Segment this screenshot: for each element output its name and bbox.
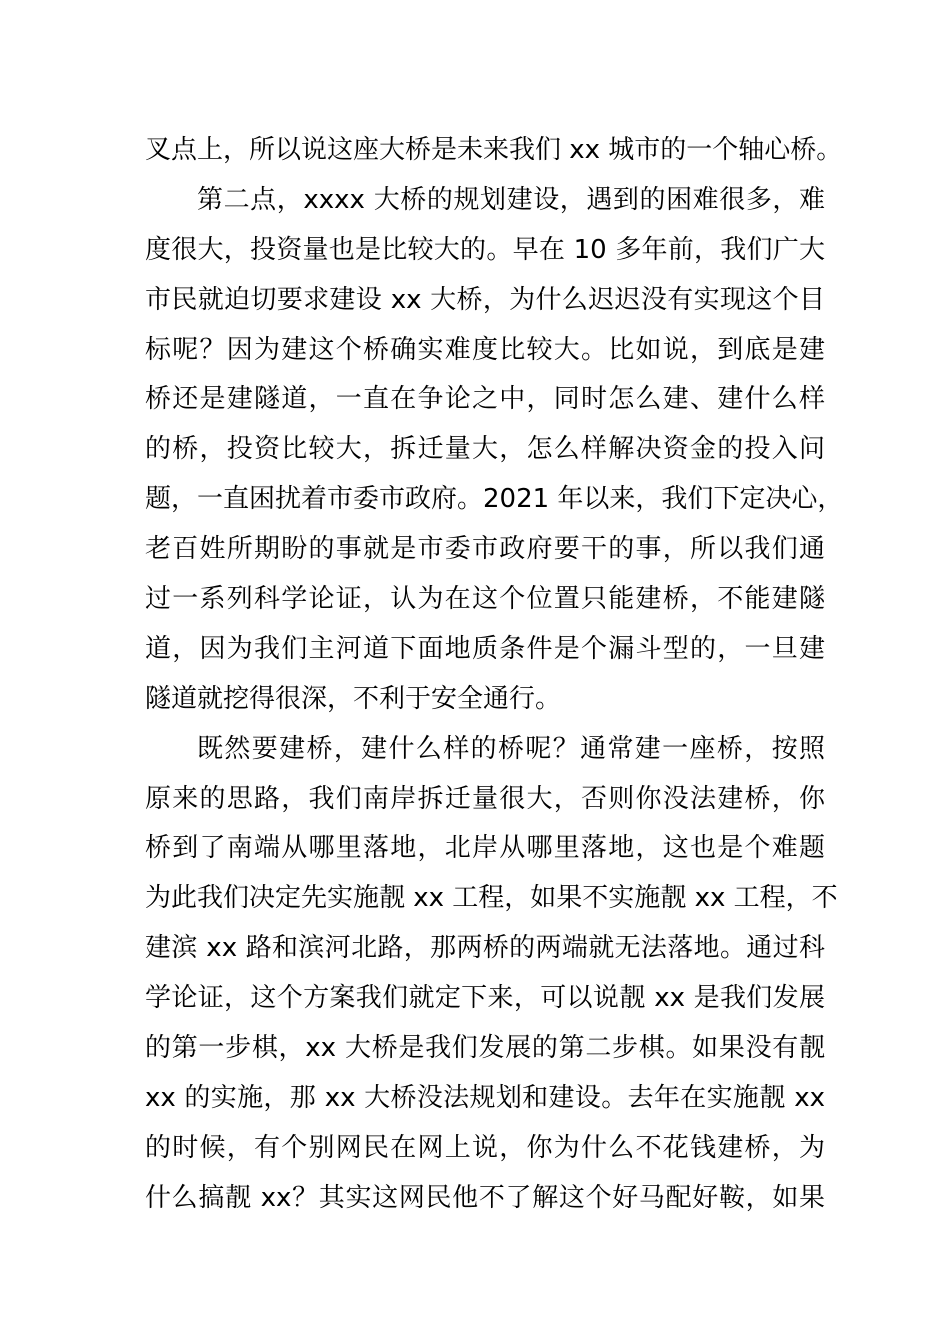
text-line: 度很大，投资量也是比较大的。早在 10 多年前，我们广大 [145, 234, 825, 265]
text-line: 叉点上，所以说这座大桥是未来我们 xx 城市的一个轴心桥。 [145, 135, 843, 165]
text-line: 学论证，这个方案我们就定下来，可以说靓 xx 是我们发展 [145, 983, 825, 1014]
text-line: 过一系列科学论证，认为在这个位置只能建桥，不能建隧 [145, 584, 825, 615]
text-line: 桥还是建隧道，一直在争论之中，同时怎么建、建什么样 [145, 384, 825, 415]
text-line: xx 的实施，那 xx 大桥没法规划和建设。去年在实施靓 xx [145, 1082, 825, 1113]
text-line: 市民就迫切要求建设 xx 大桥，为什么迟迟没有实现这个目 [145, 284, 825, 315]
text-line: 的时候，有个别网民在网上说，你为什么不花钱建桥，为 [145, 1132, 825, 1163]
text-line: 的桥，投资比较大，拆迁量大，怎么样解决资金的投入问 [145, 434, 825, 465]
text-line: 道，因为我们主河道下面地质条件是个漏斗型的，一旦建 [145, 633, 825, 664]
text-line: 建滨 xx 路和滨河北路，那两桥的两端就无法落地。通过科 [145, 933, 825, 964]
text-line: 原来的思路，我们南岸拆迁量很大，否则你没法建桥，你 [145, 783, 825, 814]
text-line: 什么搞靓 xx？其实这网民他不了解这个好马配好鞍，如果 [145, 1182, 825, 1213]
text-line: 隧道就挖得很深，不利于安全通行。 [145, 683, 562, 714]
text-line: 标呢？因为建这个桥确实难度比较大。比如说，到底是建 [145, 334, 825, 365]
text-line: 老百姓所期盼的事就是市委市政府要干的事，所以我们通 [145, 534, 825, 565]
text-line: 既然要建桥，建什么样的桥呢？通常建一座桥，按照 [197, 733, 825, 764]
text-line: 题，一直困扰着市委市政府。2021 年以来，我们下定决心， [145, 484, 844, 515]
text-line: 桥到了南端从哪里落地，北岸从哪里落地，这也是个难题 [145, 833, 825, 864]
text-line: 第二点，xxxx 大桥的规划建设，遇到的困难很多，难 [197, 184, 825, 215]
text-line: 的第一步棋，xx 大桥是我们发展的第二步棋。如果没有靓 [145, 1033, 825, 1064]
text-line: 为此我们决定先实施靓 xx 工程，如果不实施靓 xx 工程，不 [145, 883, 838, 914]
document-body [145, 126, 844, 1224]
